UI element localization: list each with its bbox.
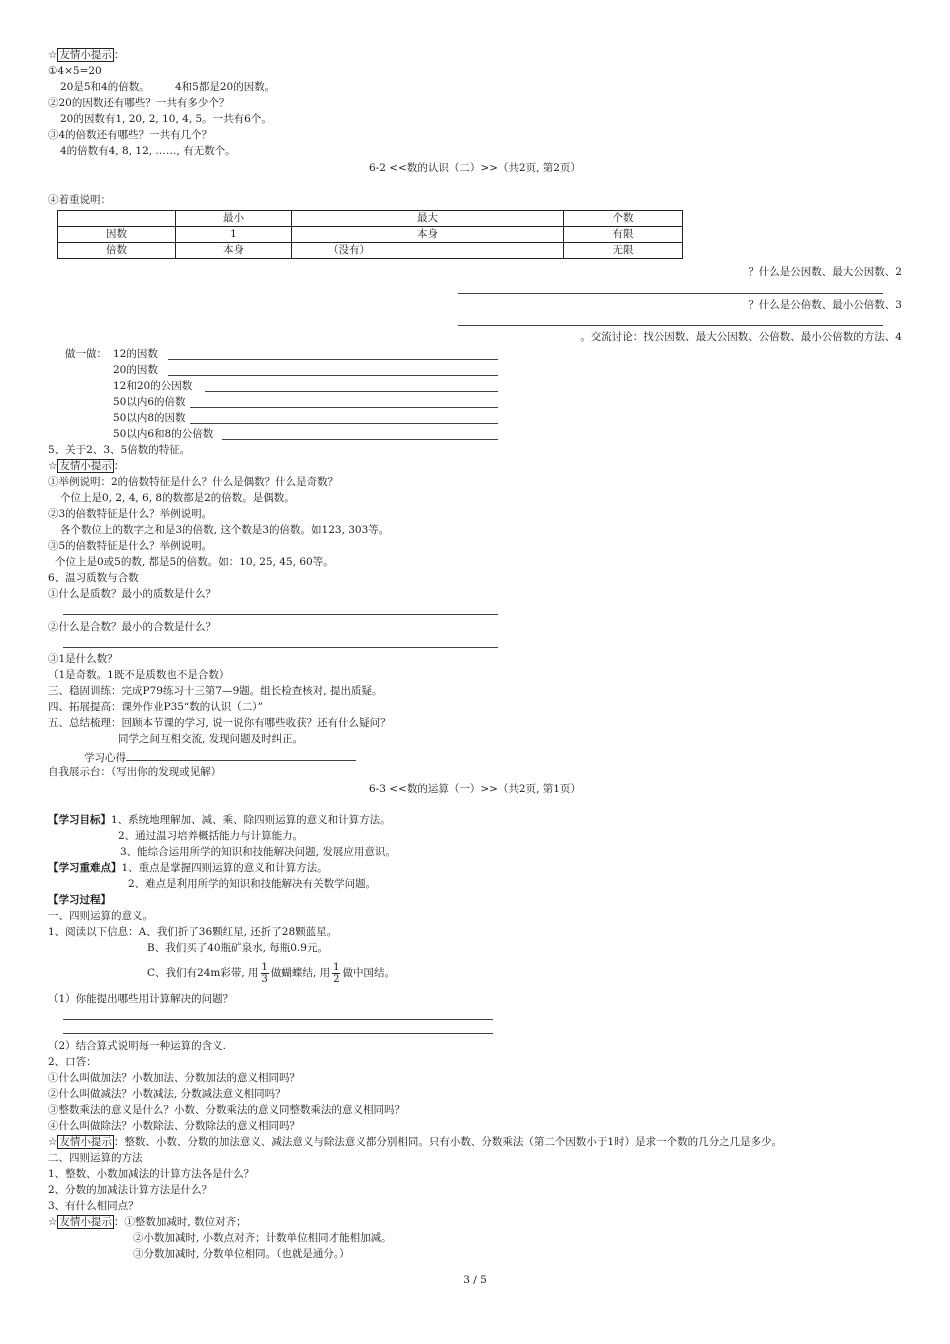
tips-line: ②小数加减时, 小数点对齐；计数单位相同才能相加减。 [133, 1232, 392, 1244]
tips-line: 各个数位上的数字之和是3的倍数, 这个数是3的倍数。如123, 303等。 [60, 524, 390, 536]
tips-line: ③4的倍数还有哪些？一共有几个？ [48, 129, 213, 141]
notes-label: 学习心得 [84, 749, 356, 766]
table-header-cell: 最小 [176, 211, 292, 227]
table-cell: 1 [176, 227, 292, 243]
tips-line: 4和5都是20的因数。 [175, 81, 276, 93]
tips-line: 20的因数有1, 20, 2, 10, 4, 5。一共有6个。 [60, 113, 272, 125]
star-icon: ☆ [48, 460, 58, 472]
notes-blank [126, 749, 356, 761]
page-header: 6-2 <<数的认识（二）>>（共2页, 第2页） [369, 162, 581, 174]
process-line: 1、整数、小数加减法的计算方法各是什么？ [48, 1168, 255, 1180]
tips-line: ①举例说明：2的倍数特征是什么？什么是偶数？什么是奇数？ [48, 476, 339, 488]
answer-line [458, 325, 883, 326]
emphasis-title: ④着重说明： [48, 194, 111, 206]
process-line: 2、分数的加减法计算方法是什么？ [48, 1184, 213, 1196]
process-label: 【学习过程】 [48, 894, 111, 906]
tips-line: ①4×5=20 [48, 65, 102, 77]
table-header-cell [58, 211, 176, 227]
tips-line: ②20的因数还有哪些？一共有多少个？ [48, 97, 230, 109]
table-row [58, 243, 683, 259]
table-cell: （没有） [292, 243, 564, 259]
show-label: 自我展示台：（写出你的发现或见解） [48, 766, 222, 778]
answer-line [190, 423, 498, 424]
tips-line: ☆ 友情小提示 ：①整数加减时, 数位对齐； [48, 1216, 247, 1228]
tips-line: ③分数加减时, 分数单位相同。（也就是通分。） [133, 1248, 350, 1260]
goals-line: 2、通过温习培养概括能力与计算能力。 [118, 830, 304, 842]
answer-line [168, 375, 498, 376]
practice-item: 50以内6和8的公倍数 [113, 428, 214, 440]
practice-item: 50以内8的因数 [113, 412, 186, 424]
table-cell: 本身 [176, 243, 292, 259]
process-line: （2）结合算式说明每一种运算的含义. [48, 1040, 227, 1052]
answer-line [190, 407, 498, 408]
practice-item: 50以内6的倍数 [113, 396, 186, 408]
goals-line: 3、能综合运用所学的知识和技能解决问题, 发展应用意识。 [120, 846, 396, 858]
tips-line: ②3的倍数特征是什么？举例说明。 [48, 508, 213, 520]
tips-label: 友情小提示 [59, 49, 112, 61]
question-line: ②什么是合数？最小的合数是什么？ [48, 621, 216, 633]
table-header-cell: 最大 [292, 211, 564, 227]
process-line: ①什么叫做加法？小数加法、分数加法的意义相同吗？ [48, 1072, 300, 1084]
table-cell: 本身 [292, 227, 564, 243]
question-line: ③1是什么数？ [48, 653, 118, 665]
tips-line: ③5的倍数特征是什么？举例说明。 [48, 540, 213, 552]
step-line: 五、总结梳理：回顾本节课的学习, 说一说你有哪些收获？还有什么疑问？ [48, 717, 391, 729]
answer-line [222, 439, 498, 440]
practice-item: 12的因数 [113, 348, 158, 360]
process-line: ②什么叫做减法？小数减法, 分数减法意义相同吗？ [48, 1088, 286, 1100]
process-line: 2、口答： [48, 1056, 97, 1068]
table-row [58, 227, 683, 243]
fraction-one-half: $\frac{1}{2}$ [333, 961, 340, 985]
answer-line [168, 359, 498, 360]
process-line: ④什么叫做除法？小数除法、分数除法的意义相同吗？ [48, 1120, 300, 1132]
tips-line: 20是5和4的倍数。 [60, 81, 150, 93]
star-icon: ☆ [48, 1216, 58, 1228]
practice-item: 20的因数 [113, 364, 158, 376]
process-line: 1、阅读以下信息：A、我们折了36颗红星, 还折了28颗蓝星。 [48, 926, 338, 938]
answer-line [63, 1019, 493, 1020]
process-line: B、我们买了40瓶矿泉水, 每瓶0.9元。 [147, 942, 328, 954]
factor-multiple-table [57, 210, 683, 259]
answer-line [458, 293, 883, 294]
tips-line: 个位上是0, 2, 4, 6, 8的数都是2的倍数。是偶数。 [60, 492, 295, 504]
practice-item: 12和20的公因数 [113, 380, 193, 392]
key-points-line: 2、难点是利用所学的知识和技能解决有关数学问题。 [128, 878, 377, 890]
tips-heading: ☆ 友情小提示 ： [48, 49, 125, 61]
goals-line: 【学习目标】1、系统地理解加、减、乘、除四则运算的意义和计算方法。 [48, 814, 391, 826]
table-header-cell: 个数 [564, 211, 683, 227]
process-line-fractions: C、我们有24m彩带, 用 $\frac{1}{3}$ 做蝴蝶结, 用 $\frac{1}{2}$ 做中国结。 [147, 961, 395, 985]
table-header-row [58, 211, 683, 227]
tips-label: 友情小提示 [59, 1136, 112, 1148]
page-header: 6-3 <<数的运算（一）>>（共2页, 第1页） [369, 783, 581, 795]
process-line: （1）你能提出哪些用计算解决的问题？ [48, 993, 234, 1005]
tips-line: 4的倍数有4, 8, 12, ……, 有无数个。 [60, 145, 236, 157]
tips-label: 友情小提示 [59, 1216, 112, 1228]
question-line: 。交流讨论：找公因数、最大公因数、公倍数、最小公倍数的方法、4 [580, 331, 902, 343]
table-cell: 因数 [58, 227, 176, 243]
answer-line [63, 1033, 493, 1034]
key-points-line: 【学习重难点】1、重点是掌握四则运算的意义和计算方法。 [48, 862, 328, 874]
process-line: ③整数乘法的意义是什么？小数、分数乘法的意义同整数乘法的意义相同吗？ [48, 1104, 405, 1116]
tips-line: 个位上是0或5的数, 都是5的倍数。如：10, 25, 45, 60等。 [55, 556, 334, 568]
step-line: 四、拓展提高：课外作业P35“数的认识（二）” [48, 701, 263, 713]
answer-line [63, 614, 498, 615]
tips-heading: ☆ 友情小提示 ： [48, 460, 125, 472]
star-icon: ☆ [48, 49, 58, 61]
table-cell: 有限 [564, 227, 683, 243]
tips-line: ☆ 友情小提示 ：整数、小数、分数的加法意义、减法意义与除法意义都分别相同。只有小数、分数乘法（第二个因数小于1时）是求一个数的几分之几是多少。 [48, 1136, 783, 1148]
table-cell: 无限 [564, 243, 683, 259]
fraction-one-third: $\frac{1}{3}$ [261, 961, 268, 985]
table-cell: 倍数 [58, 243, 176, 259]
section-title: 5、关于2、3、5倍数的特征。 [48, 444, 191, 456]
section-title: 6、温习质数与合数 [48, 572, 139, 584]
process-line: 一、四则运算的意义。 [48, 910, 153, 922]
process-line: 二、四则运算的方法 [48, 1152, 143, 1164]
question-line: ①什么是质数？最小的质数是什么？ [48, 588, 216, 600]
answer-text: （1是奇数。1既不是质数也不是合数） [48, 669, 230, 681]
answer-line [205, 391, 498, 392]
practice-intro: 做一做： [65, 348, 107, 360]
process-line: 3、有什么相同点？ [48, 1200, 139, 1212]
star-icon: ☆ [48, 1136, 58, 1148]
step-line: 同学之间互相交流, 发现问题及时纠正。 [118, 733, 304, 745]
question-line: ？什么是公因数、最大公因数、2 [748, 266, 902, 278]
answer-line [63, 647, 498, 648]
tips-label: 友情小提示 [59, 460, 112, 472]
step-line: 三、稳固训练：完成P79练习十三第7—9题。组长检查核对, 提出质疑。 [48, 685, 383, 697]
page-number: 3 / 5 [463, 1274, 487, 1286]
question-line: ？什么是公倍数、最小公倍数、3 [748, 299, 902, 311]
